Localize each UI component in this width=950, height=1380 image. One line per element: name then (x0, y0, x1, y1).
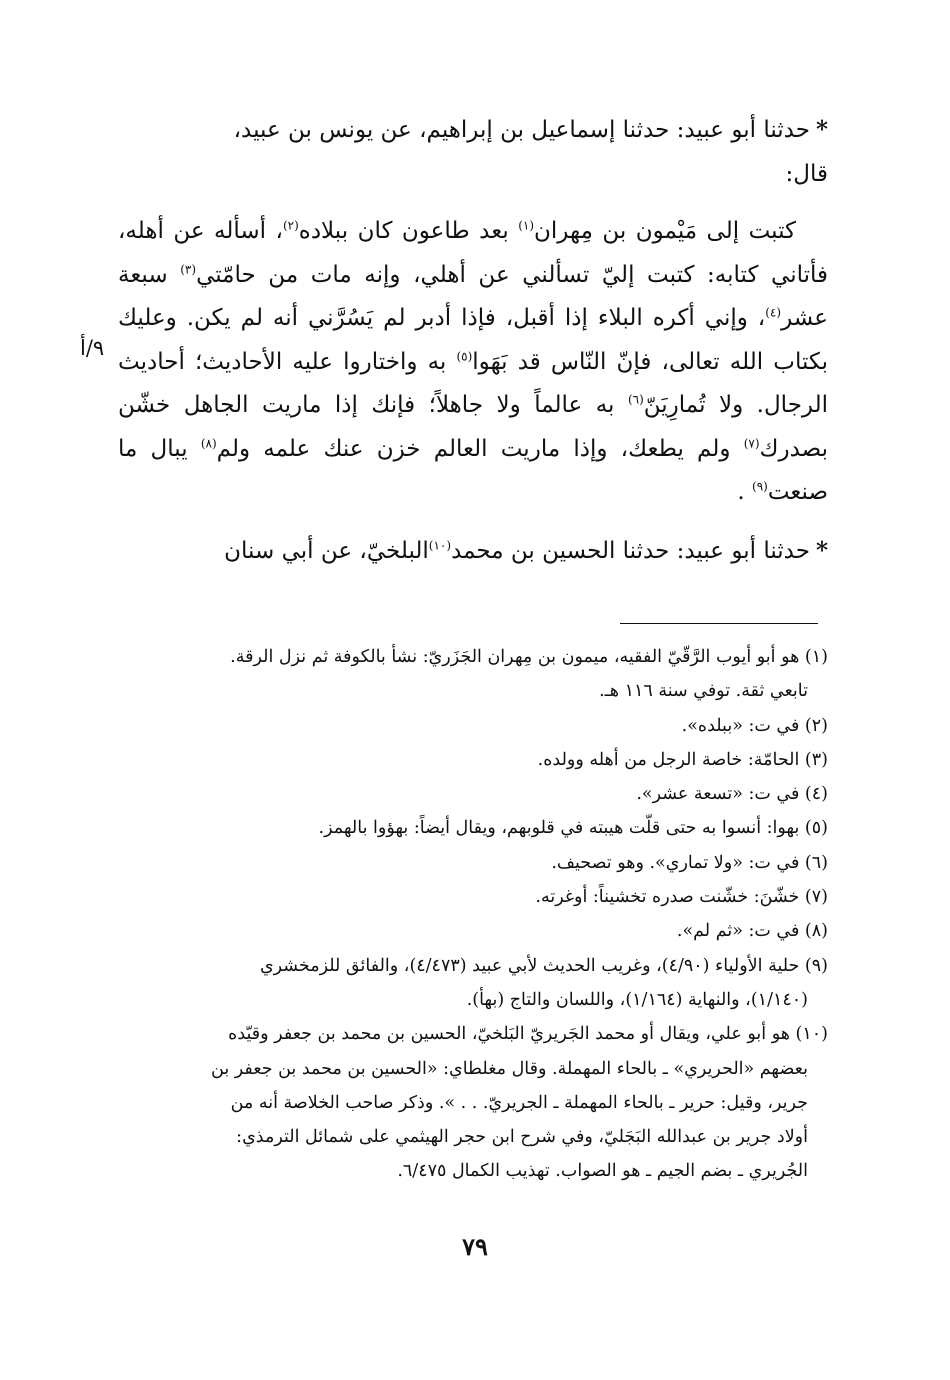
footnote-ref-10[interactable]: (١٠) (428, 537, 452, 552)
footnote-9-cont: (١/١٤٠)، والنهاية (١/١٦٤)، واللسان والتاج (بهأ). (466, 989, 808, 1010)
footnote-10-cont-4: الجُريري ـ بضم الجيم ـ هو الصواب. تهذيب الكمال ٦/٤٧٥. (397, 1161, 808, 1182)
footnote-4: (٤) في ت: «تسعة عشر». (636, 784, 828, 805)
footnote-10-cont-2: جرير، وقيل: حرير ـ بالحاء المهملة ـ الجريريّ. . . ». وذكر صاحب الخلاصة أنه من (230, 1092, 808, 1113)
footnote-ref-1[interactable]: (١) (518, 218, 535, 233)
footnote-6: (٦) في ت: «ولا تماري». وهو تصحيف. (551, 852, 828, 873)
footnote-separator (620, 623, 818, 624)
footnote-ref-5[interactable]: (٥) (456, 348, 473, 363)
footnote-10-cont-3: أولاد جرير بن عبدالله البَجَليّ، وفي شرح ابن حجر الهيثمي على شمائل الترمذي: (236, 1127, 808, 1148)
footnote-1: (١) هو أبو أيوب الرَّقّيّ الفقيه، ميمون بن مِهران الجَزَريّ: نشأ بالكوفة ثم نزل الرقة. (230, 647, 828, 667)
paragraph-1: *حدثنا أبو عبيد: حدثنا إسماعيل بن إبراهيم، عن يونس بن عبيد، (233, 116, 828, 143)
footnote-5: (٥) بهوا: أنسوا به حتى قلّت هيبته في قلوبهم، ويقال أيضاً: بهؤوا بالهمز. (318, 818, 828, 839)
footnote-ref-6[interactable]: (٦) (627, 392, 644, 407)
footnote-3: (٣) الحامّة: خاصة الرجل من أهله وولده. (537, 749, 828, 770)
footnote-ref-3[interactable]: (٣) (180, 261, 197, 276)
footnote-ref-2[interactable]: (٢) (282, 218, 299, 233)
footnote-2: (٢) في ت: «ببلده». (681, 715, 828, 736)
paragraph-2: كتبت إلى مَيْمون بن مِهران$^{(١)}$ بعد طاعون كان ببلاده$^{(٢)}$، أسأله عن أهله، فأتاني كتابه: كتبت إليّ تسألني عن أهلي، وإنه مات من حامّتي$^{(٣)}$ سبعة عشر$^{(٤)}$، وإني أكره البلاء إذا أقبل، فإذا أدبر لم يَسُرَّني أنه لم يكن. وعليك بكتاب الله تعالى، فإنّ النّاس قد بَهَوا$^{(٥)}$ به واختاروا عليه الأحاديث؛ أحاديث الرجال. ولا تُمارِيَنّ$^{(٦)}$ به عالماً ولا جاهلاً؛ فإنك إذا ماريت الجاهل خشّن بصدرك$^{(٧)}$ ولم يطعك، وإذا ماريت العالم خزن عنك علمه ولم$^{(٨)}$ يبال ما صنعت$^{(٩)}$ . (118, 218, 829, 505)
footnote-ref-9[interactable]: (٩) (752, 479, 768, 494)
footnote-10-cont-1: بعضهم «الحريري» ـ بالحاء المهملة. وقال مغلطاي: «الحسين بن محمد بن جعفر بن (211, 1058, 808, 1079)
footnotes (118, 640, 828, 1189)
paragraph-1-end: قال: (785, 160, 828, 187)
footnote-9: (٩) حلية الأولياء (٤/٩٠)، وغريب الحديث لأبي عبيد (٤/٤٧٣)، والفائق للزمخشري (259, 955, 828, 976)
manuscript-folio-note: ٩/أ (80, 336, 105, 360)
footnote-ref-4[interactable]: (٤) (765, 305, 782, 320)
star-marker: * (815, 536, 828, 564)
star-marker: * (815, 116, 828, 143)
main-text (118, 108, 828, 573)
paragraph-3: *حدثنا أبو عبيد: حدثنا الحسين بن محمد$^{(١٠)}$البلخيّ، عن أبي سنان (224, 536, 828, 564)
footnote-1-cont: تابعي ثقة. توفي سنة ١١٦ هـ. (599, 681, 808, 702)
footnote-ref-8[interactable]: (٨) (200, 435, 217, 450)
page-number: ٧٩ (462, 1232, 488, 1261)
footnote-8: (٨) في ت: «ثم لم». (676, 921, 828, 942)
footnote-10: (١٠) هو أبو علي، ويقال أو محمد الجَريريّ البَلخيّ، الحسين بن محمد بن جعفر وقيّده (228, 1024, 828, 1045)
footnote-ref-7[interactable]: (٧) (743, 435, 760, 450)
footnote-7: (٧) خشّنَ: خشّنت صدره تخشيناً: أوغرته. (535, 887, 828, 908)
